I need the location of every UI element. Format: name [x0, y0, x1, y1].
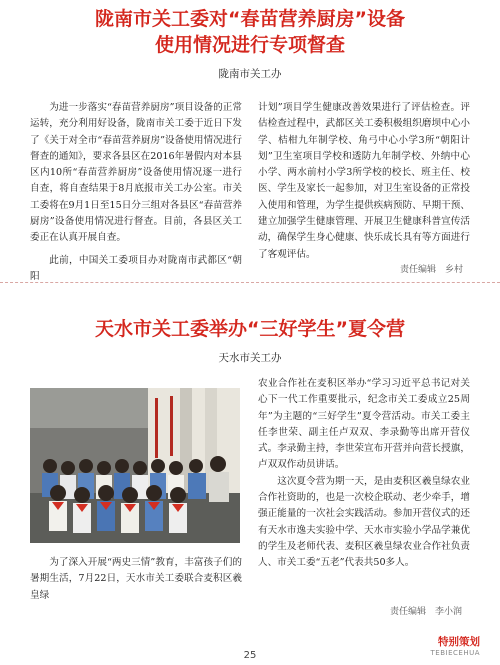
- article1-editor: 责任编辑 乡村: [400, 265, 464, 275]
- article2-paragraph-2: 农业合作社在麦积区举办“学习习近平总书记对关心下一代工作重要批示，纪念市关工委成立25周年”为主题的“三好学生”夏令营活动。市关工委主任李世荣、副主任卢双双、李录勤等出席开营仪式。李录勤主持，李世荣宣布开营并向营长授旗，卢双双作动员讲话。: [258, 378, 470, 471]
- article1-title-line1: 陇南市关工委对“春苗营养厨房”设备: [95, 8, 405, 30]
- section-divider: [0, 282, 500, 283]
- article1-paragraph-2: 此前，中国关工委项目办对陇南市武都区“朝阳: [30, 254, 242, 282]
- page-number: 25: [243, 650, 257, 661]
- article1-title-line2: 使用情况进行专项督查: [154, 34, 345, 56]
- article2-title: 天水市关工委举办“三好学生”夏令营: [95, 318, 405, 340]
- article2-paragraph-3: 这次夏令营为期一天，是由麦积区羲皇绿农业合作社资助的，也是一次校企联动、老少牵手，增强正能量的一次社会实践活动。参加开营仪式的还有天水市逸夫实验中学、天水市实验小学品学兼优的学生及老师代表、麦积区羲皇绿农业合作社负责人、市关工委“五老”代表共50多人。: [258, 475, 470, 569]
- article2-paragraph-1: 为了深入开展“两史三情”教育，丰富孩子们的暑期生活，7月22日，天水市关工委联合麦积区羲皇绿: [30, 557, 242, 601]
- article2-column-left: [30, 555, 242, 604]
- summer-camp-group-photo: [30, 388, 240, 543]
- article1-byline: 陇南市关工办: [218, 68, 282, 80]
- article2-byline: 天水市关工办: [218, 352, 282, 364]
- section-label-en: TEBIECEHUA: [430, 649, 480, 657]
- article1-column-right: [258, 100, 470, 263]
- article1-paragraph-3: 计划”项目学生健康改善效果进行了评估检查。评估检查过程中，武都区关工委积极组织磨坝中心小学、桔柑九年制学校、角弓中心小学3所“朝阳计划”卫生室项目学校和透防九年制学校、外纳中心小学、两水前村小学3所学校的校长、班主任、校医、学生及家长一起参加，对卫生室设备的正常投入使用和管理，为学生提供疾病预防、早期干预、建立加强学生健康管理、开展卫生健康科普宣传活动，确保学生身心健康、快乐成长具有等方面进行了客观评估。: [258, 102, 470, 260]
- photo-illustration: [30, 388, 240, 543]
- article1-paragraph-1: 为进一步落实“春苗营养厨房”项目设备的正常运转，充分利用好设备，陇南市关工委于近日下发了《关于对全市“春苗营养厨房”设备使用情况进行督查的通知》，要求各县区在2016年暑假内对本县区内10所“春苗营养厨房”设备使用情况逐一进行自查，将自查结果于8月底报市关工办公室。市关工委将在9月1日至15日分三组对各县区“春苗营养厨房”设备使用情况进行督查。目前，各县区关工委正在认真开展自查。: [30, 102, 242, 244]
- article2-editor: 责任编辑 李小润: [390, 607, 463, 617]
- article1-column-left: [30, 100, 242, 285]
- section-label-cn: 特别策划: [438, 636, 480, 648]
- article2-column-right: [258, 376, 470, 572]
